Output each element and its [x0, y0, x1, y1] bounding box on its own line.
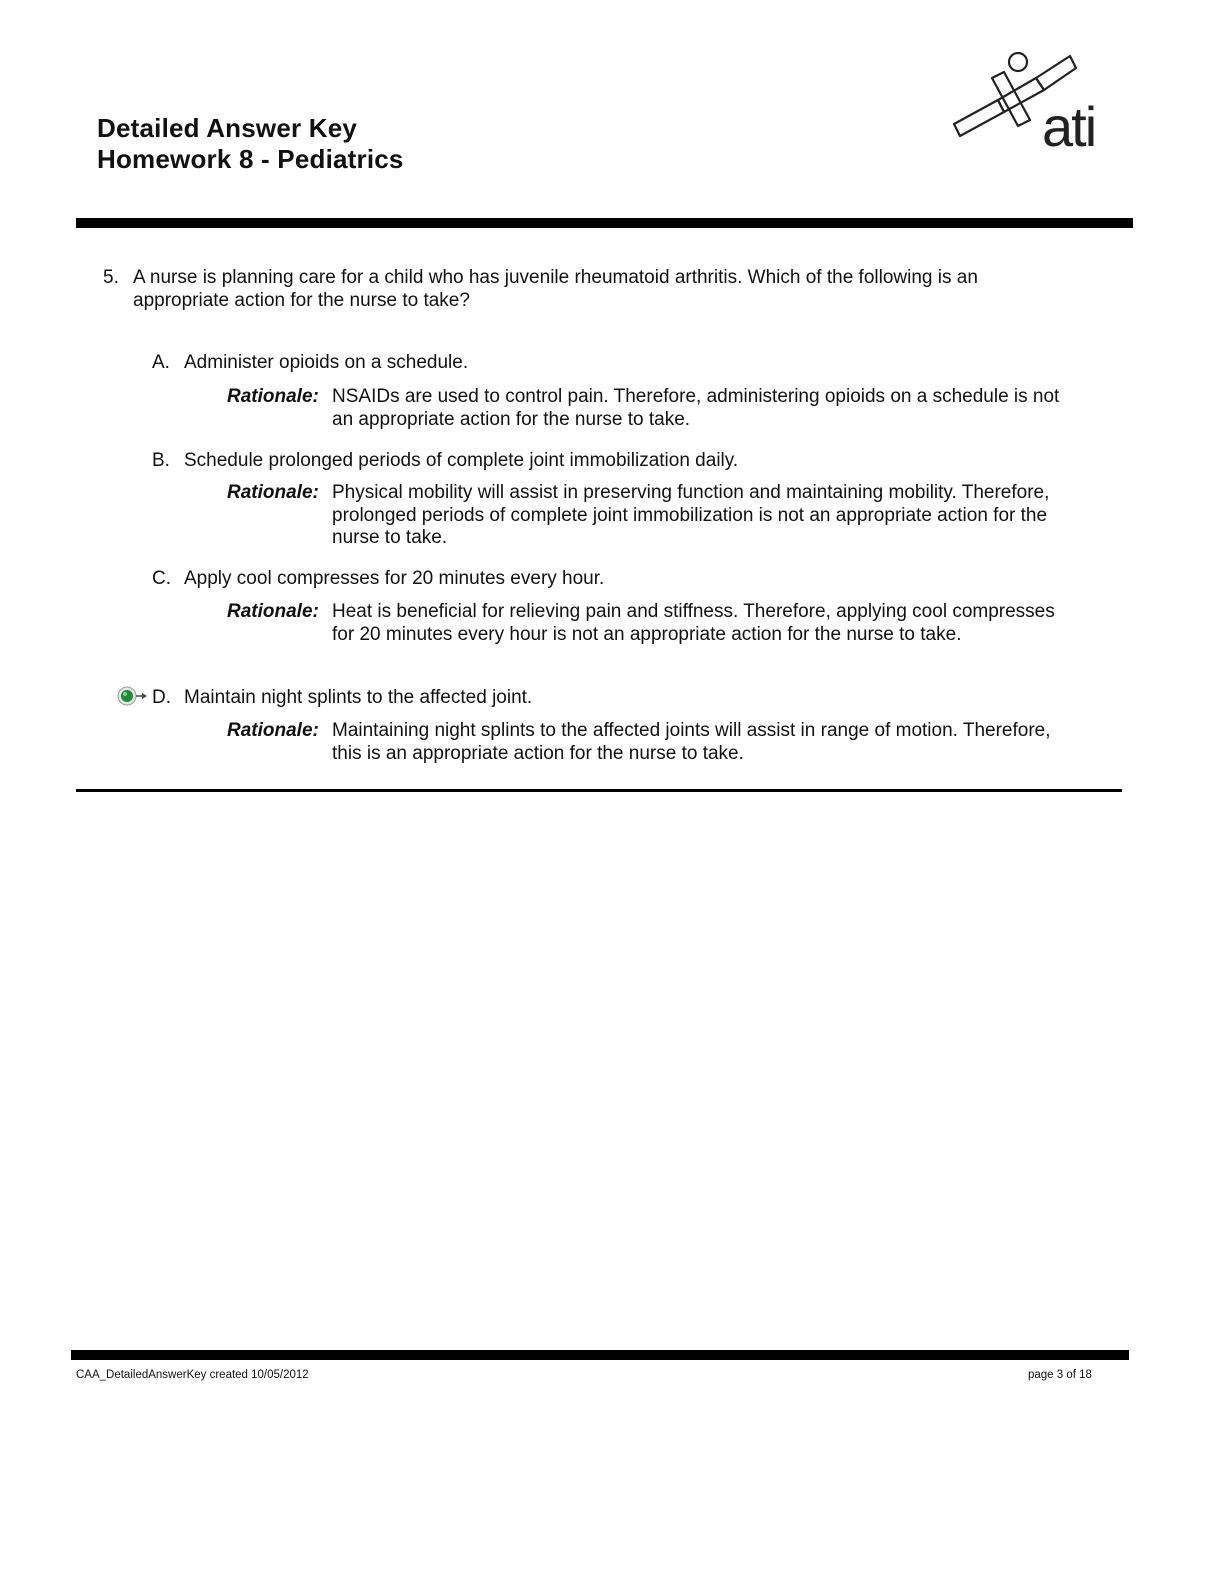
footer-page-number: page 3 of 18 [1028, 1369, 1092, 1381]
footer-rule [71, 1350, 1129, 1360]
logo-text: ati [1042, 95, 1096, 158]
option-b [152, 449, 1072, 472]
question-number: 5. [103, 267, 119, 288]
rationale-text: Maintaining night splints to the affected joints will assist in range of motion. Therefore, this is an appropriate action for the nurse to take. [332, 720, 1051, 764]
option-text: Maintain night splints to the affected joint. [184, 687, 533, 708]
option-a [152, 351, 1072, 374]
rationale-text: NSAIDs are used to control pain. Therefore, administering opioids on a schedule is not an appropriate action for the nurse to take. [332, 386, 1060, 430]
option-d [152, 686, 1072, 709]
option-text: Apply cool compresses for 20 minutes every hour. [184, 568, 605, 589]
rationale-a [227, 386, 1077, 431]
correct-answer-icon [117, 686, 149, 706]
rationale-text: Physical mobility will assist in preserving function and maintaining mobility. Therefore, prolonged periods of complete joint immobilization is not an appropriate action for the nurse to take. [332, 482, 1050, 548]
option-letter: D. [152, 687, 171, 708]
option-text: Administer opioids on a schedule. [184, 352, 469, 373]
rationale-label: Rationale: [227, 720, 319, 741]
title-line-1: Detailed Answer Key [97, 113, 358, 143]
rationale-c [227, 601, 1077, 646]
question [103, 266, 1043, 312]
header-rule [76, 218, 1133, 228]
option-letter: B. [152, 450, 170, 471]
rationale-label: Rationale: [227, 386, 319, 407]
rationale-label: Rationale: [227, 601, 319, 622]
option-c [152, 567, 1072, 590]
rationale-d [227, 720, 1077, 765]
rationale-b [227, 482, 1077, 550]
option-letter: C. [152, 568, 171, 589]
option-text: Schedule prolonged periods of complete joint immobilization daily. [184, 450, 739, 471]
option-letter: A. [152, 352, 170, 373]
question-end-rule [76, 789, 1122, 792]
page-title [97, 113, 404, 175]
question-text: A nurse is planning care for a child who has juvenile rheumatoid arthritis. Which of the following is an appropriate action for the nurse to take? [133, 267, 978, 311]
title-line-2: Homework 8 - Pediatrics [97, 144, 404, 174]
ati-logo [948, 48, 1128, 158]
footer-document-info: CAA_DetailedAnswerKey created 10/05/2012 [76, 1369, 309, 1381]
rationale-label: Rationale: [227, 482, 319, 503]
rationale-text: Heat is beneficial for relieving pain and stiffness. Therefore, applying cool compresses for 20 minutes every hour is not an appropriate action for the nurse to take. [332, 601, 1055, 645]
